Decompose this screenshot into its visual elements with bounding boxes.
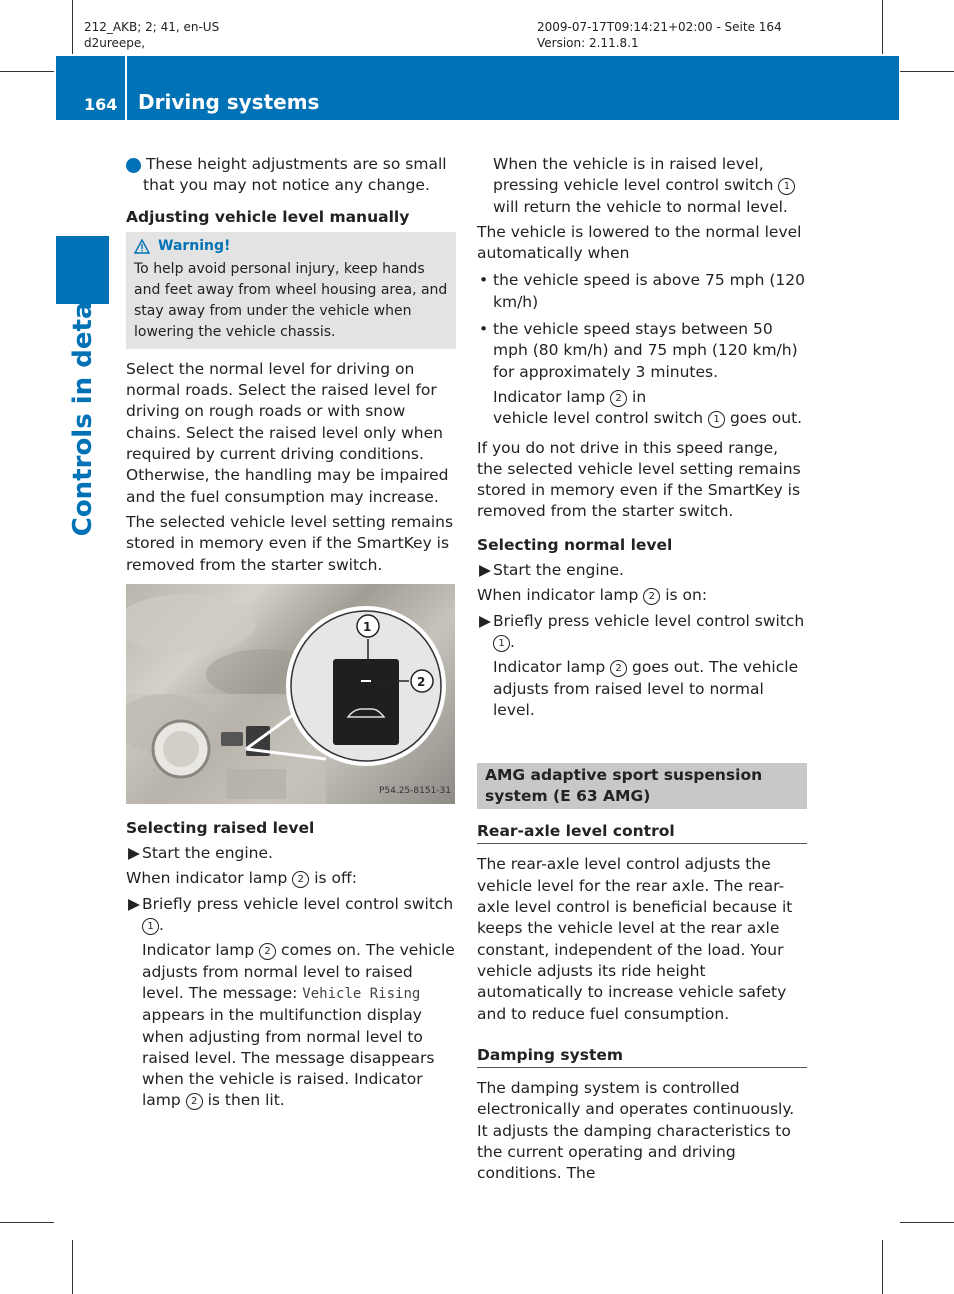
paragraph: The rear-axle level control adjusts the vehicle level for the rear axle. The rear-axle level control is beneficial because it keeps the vehicle level at the rear axle constant, independent of the load. Your vehicle adjusts its ride height automatically to increase vehicle safety and to reduce fuel consumption. xyxy=(477,855,793,1023)
callout-2-icon: 2 xyxy=(292,871,309,888)
crop-mark xyxy=(0,1222,54,1223)
heading-raised: Selecting raised level xyxy=(126,818,315,837)
paragraph: Select the normal level for driving on normal roads. Select the raised level for driving on rough roads or with snow chains. Select the raised level only when required by current driving conditions. Otherwise, the handling may be impaired and the fuel consumption may increase. xyxy=(126,359,449,506)
meta-line: d2ureepe, xyxy=(84,36,146,50)
paragraph: The damping system is controlled electronically and operates continuously. It adjusts the damping characteristics to the current operating and driving conditions. The xyxy=(477,1079,795,1183)
left-column xyxy=(122,154,456,1116)
page-number: 164 xyxy=(84,95,118,114)
step-item: ▶ Start the engine. xyxy=(126,843,456,864)
crop-mark xyxy=(882,1240,883,1294)
crop-mark xyxy=(72,1240,73,1294)
callout-2-icon: 2 xyxy=(610,660,627,677)
crop-mark xyxy=(900,71,954,72)
meta-line: 212_AKB; 2; 41, en-US xyxy=(84,20,220,34)
amg-section-heading: AMG adaptive sport suspension system (E 63 AMG) xyxy=(477,763,807,809)
step-item: ▶ Briefly press vehicle level control switch 1 . xyxy=(479,611,805,651)
rear-axle-heading: Rear-axle level control xyxy=(477,821,807,844)
continued-text: When the vehicle is in raised level, pressing vehicle level control switch 1 will return the vehicle to normal level. xyxy=(477,154,807,218)
damping-heading: Damping system xyxy=(477,1045,807,1068)
callout-2-label: 2 xyxy=(417,674,426,689)
triangle-bullet-icon: ▶ xyxy=(128,894,140,913)
warning-triangle-icon xyxy=(134,239,150,254)
photo-illustration xyxy=(126,584,455,804)
heading-normal: Selecting normal level xyxy=(477,535,673,554)
paragraph: If you do not drive in this speed range, the selected vehicle level setting remains stored in memory even if the SmartKey is removed from the starter switch. xyxy=(477,438,801,521)
dot-bullet: • xyxy=(479,271,489,290)
step-item: ▶ Briefly press vehicle level control switch 1 . xyxy=(128,894,454,935)
condition-text: When indicator lamp 2 is off: xyxy=(126,869,357,888)
dot-bullet: • xyxy=(479,320,489,339)
crop-mark xyxy=(0,71,54,72)
photo-code: P54.25-8151-31 xyxy=(378,785,451,796)
warning-heading: Warning! xyxy=(134,236,449,257)
paragraph: The vehicle is lowered to the normal level automatically when xyxy=(477,222,802,263)
callout-2-icon: 2 xyxy=(610,390,627,407)
list-item: • the vehicle speed stays between 50 mph (80 km/h) and 75 mph (120 km/h) for approximately 3 minutes. xyxy=(479,320,798,381)
callout-2-icon: 2 xyxy=(259,943,276,960)
callout-1-label: 1 xyxy=(363,619,372,634)
callout-2-icon: 2 xyxy=(643,588,660,605)
paragraph: The selected vehicle level setting remains stored in memory even if the SmartKey is removed from the starter switch. xyxy=(126,512,454,574)
list-item: • the vehicle speed is above 75 mph (120 km/h) xyxy=(479,271,805,311)
callout-1-icon: 1 xyxy=(493,635,510,652)
side-tab-label: Controls in detail xyxy=(67,283,98,537)
result-text: Indicator lamp 2 goes out. The vehicle adjusts from raised level to normal level. xyxy=(493,658,799,719)
vehicle-level-switch-photo xyxy=(126,584,455,804)
callout-1-icon: 1 xyxy=(142,918,159,935)
header-divider xyxy=(125,56,127,120)
step-item: ▶ Start the engine. xyxy=(477,560,807,581)
callout-2-icon: 2 xyxy=(186,1093,203,1110)
callout-1-icon: 1 xyxy=(708,411,725,428)
meta-line: Version: 2.11.8.1 xyxy=(537,36,639,50)
heading-manual: Adjusting vehicle level manually xyxy=(126,207,410,226)
crop-mark xyxy=(72,0,73,54)
print-meta-left xyxy=(84,19,219,51)
warning-box xyxy=(126,232,456,349)
meta-line: 2009-07-17T09:14:21+02:00 - Seite 164 xyxy=(537,20,782,34)
condition-text: When indicator lamp 2 is on: xyxy=(477,586,708,605)
triangle-bullet-icon: ▶ xyxy=(479,611,491,630)
info-icon: i xyxy=(126,158,141,173)
triangle-bullet-icon: ▶ xyxy=(479,561,491,580)
lamp-text: Indicator lamp 2 in vehicle level control switch 1 goes out. xyxy=(493,387,803,428)
crop-mark xyxy=(882,0,883,54)
right-column xyxy=(477,154,807,1189)
crop-mark xyxy=(900,1222,954,1223)
warning-text: To help avoid personal injury, keep hands and feet away from wheel housing area, and stay away from under the vehicle when lowering the vehicle chassis. xyxy=(134,260,448,340)
section-title: Driving systems xyxy=(138,90,320,114)
triangle-bullet-icon: ▶ xyxy=(128,844,140,863)
callout-1-icon: 1 xyxy=(778,178,795,195)
result-text: Indicator lamp 2 comes on. The vehicle adjusts from normal level to raised level. The message: Vehicle Rising appears in the multifunction display when adjusting from normal level to raised level. The message disappears when the vehicle is raised. Indicator lamp 2 is then lit. xyxy=(142,941,455,1110)
display-message: Vehicle Rising xyxy=(302,985,421,1002)
info-note: i These height adjustments are so small that you may not notice any change. xyxy=(122,155,447,195)
print-meta-right xyxy=(537,19,782,51)
